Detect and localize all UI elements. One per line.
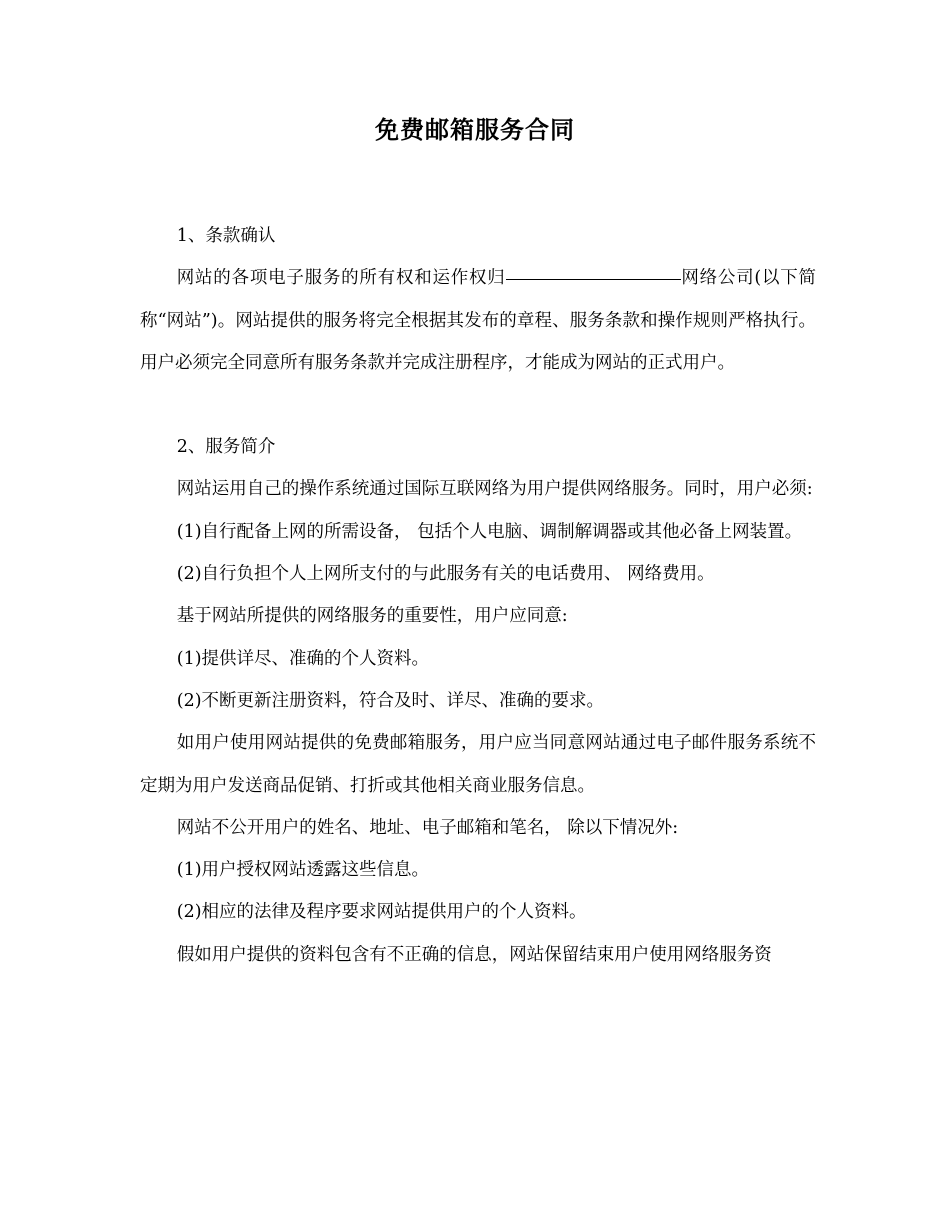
service-paragraph: (1)提供详尽、准确的个人资料。 xyxy=(176,648,430,669)
service-paragraph: 如用户使用网站提供的免费邮箱服务，用户应当同意网站通过电子邮件服务系统不定期为用户发送商品促销、打折或其他相关商业服务信息。 xyxy=(140,733,816,796)
ownership-text-after: 网络公司(以下简称“网站”)。网站提供的服务将完全根据其发布的章程、服务条款和操作规则严格执行。用户必须完全同意所有服务条款并完成注册程序，才能成为网站的正式用户。 xyxy=(140,268,817,373)
service-paragraph: (1)用户授权网站透露这些信息。 xyxy=(176,860,430,881)
service-paragraph: (2)自行负担个人上网所支付的与此服务有关的电话费用、 网络费用。 xyxy=(176,564,715,585)
service-paragraph: 假如用户提供的资料包含有不正确的信息，网站保留结束用户使用网络服务资 xyxy=(176,944,772,965)
section-2-heading: 2、服务简介 xyxy=(176,437,276,458)
section-1-heading: 1、条款确认 xyxy=(176,226,276,246)
service-paragraph: (1)自行配备上网的所需设备， 包括个人电脑、调制解调器或其他必备上网装置。 xyxy=(176,521,803,542)
service-paragraph: 网站运用自己的操作系统通过国际互联网络为用户提供网络服务。同时，用户必须: xyxy=(176,479,813,500)
section-1-paragraph xyxy=(140,257,816,384)
company-name-blank xyxy=(506,278,681,280)
service-paragraph: 网站不公开用户的姓名、地址、电子邮箱和笔名， 除以下情况外: xyxy=(176,817,679,838)
service-paragraph: (2)不断更新注册资料，符合及时、详尽、准确的要求。 xyxy=(176,690,605,711)
document-body xyxy=(140,215,816,976)
service-paragraph: 基于网站所提供的网络服务的重要性，用户应同意: xyxy=(176,606,568,627)
document-title: 免费邮箱服务合同 xyxy=(375,115,575,144)
service-paragraph: (2)相应的法律及程序要求网站提供用户的个人资料。 xyxy=(176,902,587,923)
ownership-text-before: 网站的各项电子服务的所有权和运作权归 xyxy=(176,268,506,289)
section-gap xyxy=(140,384,816,426)
